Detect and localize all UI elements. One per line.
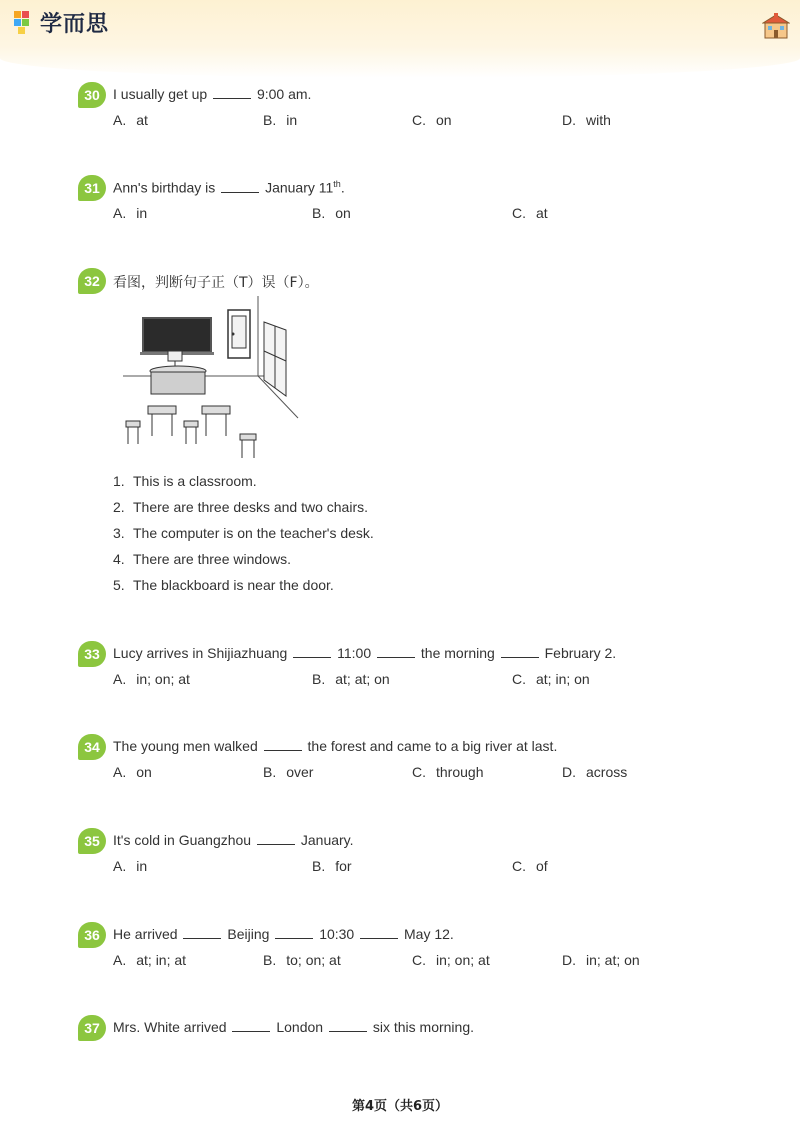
question-stem: Mrs. White arrived London six this morning. [113, 1019, 475, 1035]
option-a[interactable]: A. in; on; at [113, 671, 190, 687]
question-stem [113, 179, 345, 196]
stem-text: Ann's birthday is [113, 179, 216, 196]
answer-blank[interactable] [377, 645, 415, 658]
question-instruction: 看图，判断句子正（T）误（F）。 [113, 275, 319, 291]
stem-text: I usually get up [113, 86, 208, 102]
stem-text: . [340, 179, 345, 196]
answer-blank[interactable] [257, 832, 295, 845]
option-a[interactable]: A. in [113, 858, 148, 874]
question-stem: He arrived Beijing 10:30 May 12. [113, 926, 454, 942]
answer-blank[interactable] [360, 926, 398, 939]
option-a[interactable]: A. at [113, 112, 148, 128]
stem-text: 9:00 am. [256, 86, 312, 102]
question-stem: The young men walked the forest and came to a big river at last. [113, 738, 558, 754]
option-d[interactable]: D. in; at; on [562, 952, 640, 968]
question-number: 32 [78, 268, 106, 294]
option-c[interactable]: C. on [412, 112, 452, 128]
answer-blank[interactable] [275, 926, 313, 939]
option-c[interactable]: C. at; in; on [512, 671, 590, 687]
answer-blank[interactable] [501, 645, 539, 658]
option-d[interactable]: D. with [562, 112, 611, 128]
question-number: 37 [78, 1015, 106, 1041]
question-number: 35 [78, 828, 106, 854]
answer-blank[interactable] [264, 738, 302, 751]
question-number: 30 [78, 82, 106, 108]
question-stem [113, 86, 311, 102]
statement-1: 1. This is a classroom. [113, 473, 257, 489]
option-c[interactable]: C. at [512, 205, 548, 221]
option-c[interactable]: C. through [412, 764, 484, 780]
brand-logo [14, 8, 109, 36]
answer-blank[interactable] [329, 1019, 367, 1032]
statement-2: 2. There are three desks and two chairs. [113, 499, 369, 515]
classroom-illustration [118, 296, 343, 466]
question-number: 36 [78, 922, 106, 948]
option-c[interactable]: C. of [512, 858, 548, 874]
option-b[interactable]: B. on [312, 205, 351, 221]
answer-blank[interactable] [213, 86, 251, 99]
option-a[interactable]: A. in [113, 205, 148, 221]
statement-5: 5. The blackboard is near the door. [113, 577, 334, 593]
option-d[interactable]: D. across [562, 764, 628, 780]
ordinal-suffix: th [333, 179, 341, 189]
question-number: 31 [78, 175, 106, 201]
answer-blank[interactable] [232, 1019, 270, 1032]
option-b[interactable]: B. in [263, 112, 298, 128]
option-b[interactable]: B. over [263, 764, 314, 780]
page-number: 第4页（共6页） [351, 1099, 449, 1114]
answer-blank[interactable] [183, 926, 221, 939]
statement-4: 4. There are three windows. [113, 551, 291, 567]
statement-3: 3. The computer is on the teacher's desk. [113, 525, 374, 541]
option-b[interactable]: B. for [312, 858, 352, 874]
answer-blank[interactable] [221, 180, 259, 193]
option-a[interactable]: A. at; in; at [113, 952, 187, 968]
question-number: 33 [78, 641, 106, 667]
question-stem: Lucy arrives in Shijiazhuang 11:00 the morning February 2. [113, 645, 617, 661]
colorful-blocks-logo-icon [14, 9, 36, 35]
answer-blank[interactable] [293, 645, 331, 658]
stem-text: January 11 [265, 179, 334, 196]
logo-text: 学而思 [40, 11, 110, 37]
question-number: 34 [78, 734, 106, 760]
page-header [0, 0, 800, 78]
option-a[interactable]: A. on [113, 764, 152, 780]
option-c[interactable]: C. in; on; at [412, 952, 490, 968]
option-b[interactable]: B. to; on; at [263, 952, 341, 968]
school-building-icon [762, 12, 790, 40]
question-stem: It's cold in Guangzhou January. [113, 832, 354, 848]
option-b[interactable]: B. at; at; on [312, 671, 390, 687]
